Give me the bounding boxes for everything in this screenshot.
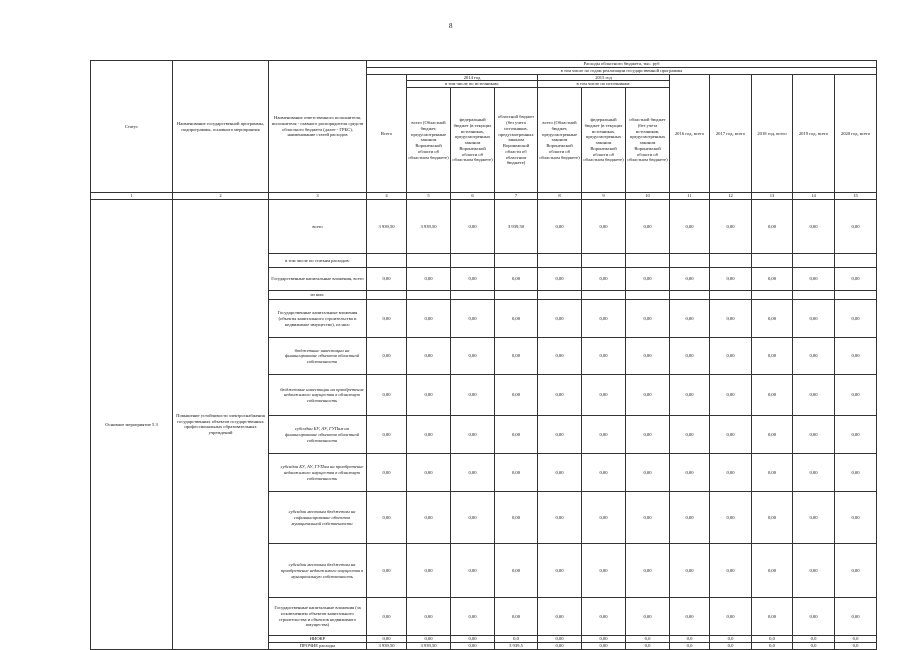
row-label: из них: (269, 291, 367, 300)
value-cell: 0,0 (670, 642, 710, 649)
row-label: в том числе по статьям расходов: (269, 254, 367, 268)
row-label: субсидии БУ, АУ, ГУПам на приобретение недвижимого имущества в областную собственность (269, 454, 367, 492)
value-cell: 0,00 (793, 598, 835, 636)
value-cell: 0,0 (626, 636, 670, 643)
value-cell: 0,00 (752, 300, 793, 338)
budget-table (90, 60, 877, 650)
value-cell: 0,00 (407, 268, 451, 291)
value-cell: 0,00 (710, 454, 752, 492)
value-cell (451, 254, 495, 268)
value-cell: 0,00 (752, 598, 793, 636)
value-cell: 0,00 (626, 338, 670, 375)
header-total: Всего (367, 74, 407, 192)
value-cell: 0,00 (626, 200, 670, 254)
value-cell: 0,00 (407, 598, 451, 636)
value-cell (407, 254, 451, 268)
column-number: 7 (495, 193, 538, 200)
value-cell: 0,00 (835, 598, 877, 636)
column-number: 8 (538, 193, 582, 200)
header-obl-2014: областной бюджет (без учета источников, предусмотренных законом Воронежской области об областном бюджете) (495, 88, 538, 193)
header-sources-2014: в том числе по источникам: (407, 81, 538, 88)
value-cell: 0,00 (495, 338, 538, 375)
value-cell: 0,00 (835, 492, 877, 544)
header-2016: 2016 год, всего (670, 74, 710, 192)
value-cell: 0,00 (710, 300, 752, 338)
value-cell: 0,00 (451, 598, 495, 636)
column-number: 9 (582, 193, 626, 200)
value-cell (710, 291, 752, 300)
value-cell: 0,00 (367, 416, 407, 454)
value-cell (367, 291, 407, 300)
value-cell: 0,0 (835, 636, 877, 643)
value-cell: 0,00 (626, 416, 670, 454)
row-label: Государственные капитальные вложения (за исключением объектов капитального строительства и объектов недвижимого имущества) (269, 598, 367, 636)
value-cell: 0,00 (582, 268, 626, 291)
value-cell: 0,00 (367, 300, 407, 338)
value-cell: 0,0 (670, 636, 710, 643)
value-cell: 0,00 (538, 492, 582, 544)
value-cell: 0,00 (582, 544, 626, 598)
value-cell (670, 291, 710, 300)
value-cell (367, 254, 407, 268)
value-cell: 0,00 (538, 642, 582, 649)
value-cell: 0,00 (752, 200, 793, 254)
value-cell: 0,00 (538, 338, 582, 375)
value-cell: 0,00 (793, 338, 835, 375)
value-cell: 0,00 (793, 544, 835, 598)
value-cell: 0,00 (407, 544, 451, 598)
value-cell: 0,00 (835, 375, 877, 416)
value-cell: 0,00 (626, 268, 670, 291)
value-cell: 0,00 (582, 642, 626, 649)
header-total-2015: всего (Областной бюджет, предусмотренные законом Воронежской области об областном бюджете) (538, 88, 582, 193)
value-cell: 0,00 (538, 300, 582, 338)
value-cell: 0,00 (367, 598, 407, 636)
value-cell: 0,00 (407, 454, 451, 492)
value-cell (793, 254, 835, 268)
column-number: 1 (91, 193, 173, 200)
value-cell: 0,00 (752, 268, 793, 291)
column-number: 13 (752, 193, 793, 200)
value-cell: 0,0 (626, 642, 670, 649)
value-cell: 0,00 (626, 492, 670, 544)
column-number: 10 (626, 193, 670, 200)
value-cell: 0,00 (670, 300, 710, 338)
column-number-row (91, 193, 877, 200)
value-cell: 0,00 (835, 544, 877, 598)
value-cell: 0,00 (495, 300, 538, 338)
value-cell: 0,00 (495, 416, 538, 454)
header-status: Статус (91, 61, 173, 193)
value-cell: 0,00 (451, 300, 495, 338)
value-cell: 0,00 (582, 636, 626, 643)
value-cell: 0,00 (538, 598, 582, 636)
value-cell: 0,00 (407, 300, 451, 338)
column-number: 3 (269, 193, 367, 200)
value-cell: 0,00 (495, 454, 538, 492)
value-cell: 0,00 (793, 416, 835, 454)
row-label: субсидии местным бюджетам на софинансирование объектов муниципальной собственности (269, 492, 367, 544)
value-cell: 0,00 (626, 598, 670, 636)
value-cell: 0,00 (582, 454, 626, 492)
value-cell: 0,00 (752, 338, 793, 375)
value-cell: 3 939,50 (495, 200, 538, 254)
value-cell (582, 254, 626, 268)
value-cell: 0,0 (793, 636, 835, 643)
value-cell: 0,00 (710, 200, 752, 254)
value-cell: 0,00 (670, 338, 710, 375)
value-cell: 0,00 (710, 375, 752, 416)
value-cell: 0,00 (538, 636, 582, 643)
header-year-2015: 2015 год (538, 74, 670, 81)
value-cell: 0,00 (710, 492, 752, 544)
value-cell: 3 939,50 (367, 642, 407, 649)
header-obl-2015: областной бюджет (без учета источников, предусмотренных законом Воронежской области об областном бюджете) (626, 88, 670, 193)
value-cell (752, 254, 793, 268)
value-cell: 0,0 (495, 636, 538, 643)
header-fed-2015: федеральный бюджет (в текущих источниках, предусмотренных законом Воронежской области об областном бюджете) (582, 88, 626, 193)
value-cell: 0,00 (538, 200, 582, 254)
value-cell: 0,00 (670, 544, 710, 598)
value-cell: 0,00 (626, 375, 670, 416)
value-cell: 0,00 (407, 416, 451, 454)
value-cell: 0,00 (626, 544, 670, 598)
row-label: субсидии местным бюджетам на приобретение недвижимого имущества в муниципальную собственность (269, 544, 367, 598)
value-cell: 0,00 (710, 416, 752, 454)
value-cell: 0,00 (835, 338, 877, 375)
header-expenses-sub: в том числе по годам реализации государственной программы (367, 68, 877, 75)
value-cell: 3 939,50 (407, 200, 451, 254)
value-cell: 0,00 (407, 338, 451, 375)
column-number: 11 (670, 193, 710, 200)
row-label: Государственные капитальные вложения (объекты капитального строительства и недвижимое имущество), из них: (269, 300, 367, 338)
value-cell (582, 291, 626, 300)
value-cell: 0,00 (495, 544, 538, 598)
value-cell: 0,00 (670, 598, 710, 636)
value-cell: 0,00 (793, 200, 835, 254)
value-cell: 0,00 (451, 416, 495, 454)
value-cell: 0,00 (451, 636, 495, 643)
value-cell: 0,00 (451, 544, 495, 598)
value-cell: 0,00 (793, 454, 835, 492)
value-cell: 0,00 (538, 454, 582, 492)
value-cell: 0,0 (835, 642, 877, 649)
value-cell (495, 291, 538, 300)
value-cell (710, 254, 752, 268)
program-cell: Повышение устойчивости электроснабжения государственных объектов государственных профессиональных образовательных учреждений (173, 200, 269, 649)
value-cell: 0,00 (451, 338, 495, 375)
value-cell: 0,00 (538, 375, 582, 416)
column-number: 4 (367, 193, 407, 200)
header-year-2014: 2014 год (407, 74, 538, 81)
value-cell: 0,00 (752, 544, 793, 598)
header-2019: 2019 год, всего (793, 74, 835, 192)
value-cell: 0,00 (407, 636, 451, 643)
value-cell: 0,00 (710, 268, 752, 291)
header-expenses-title: Расходы областного бюджета, тыс. руб (367, 61, 877, 68)
value-cell: 0,00 (626, 454, 670, 492)
value-cell (835, 254, 877, 268)
row-label: ПРОЧИЕ расходы (269, 642, 367, 649)
value-cell: 0,00 (495, 375, 538, 416)
value-cell: 0,00 (451, 492, 495, 544)
value-cell: 0,00 (793, 375, 835, 416)
value-cell (538, 254, 582, 268)
value-cell: 0,00 (538, 544, 582, 598)
value-cell: 3 939,5 (495, 642, 538, 649)
value-cell: 0,00 (367, 454, 407, 492)
value-cell: 0,00 (367, 268, 407, 291)
value-cell (835, 291, 877, 300)
value-cell: 0,00 (710, 338, 752, 375)
value-cell (670, 254, 710, 268)
value-cell: 0,0 (710, 642, 752, 649)
column-number: 6 (451, 193, 495, 200)
value-cell: 0,00 (670, 416, 710, 454)
value-cell (495, 254, 538, 268)
column-number: 14 (793, 193, 835, 200)
row-label: бюджетные инвестиции на приобретение недвижимого имущества в областную собственность (269, 375, 367, 416)
value-cell: 0,00 (710, 544, 752, 598)
header-fed-2014: федеральный бюджет (в текущих источниках, предусмотренных законом Воронежской области об областном бюджете) (451, 88, 495, 193)
row-label: Государственные капитальные вложения, всего (269, 268, 367, 291)
column-number: 2 (173, 193, 269, 200)
value-cell: 0,00 (582, 492, 626, 544)
page-number: 8 (449, 22, 453, 30)
value-cell: 0,00 (670, 492, 710, 544)
header-2017: 2017 год, всего (710, 74, 752, 192)
value-cell: 0,00 (582, 598, 626, 636)
header-2018: 2018 год, всего (752, 74, 793, 192)
value-cell: 0,00 (451, 268, 495, 291)
value-cell (752, 291, 793, 300)
value-cell: 0,00 (752, 416, 793, 454)
value-cell: 0,00 (582, 300, 626, 338)
value-cell: 0,00 (367, 636, 407, 643)
header-responsible: Наименование ответственного исполнителя, исполнителя - главного распорядителя средств областного бюджета (далее - ГРБС), наименование статей расходов (269, 61, 367, 193)
value-cell: 0,0 (710, 636, 752, 643)
value-cell: 0,00 (670, 375, 710, 416)
value-cell: 0,00 (752, 375, 793, 416)
value-cell: 0,00 (407, 375, 451, 416)
value-cell: 0,00 (495, 492, 538, 544)
value-cell: 0,00 (793, 300, 835, 338)
value-cell: 0,00 (451, 200, 495, 254)
value-cell: 0,0 (752, 636, 793, 643)
value-cell: 0,0 (793, 642, 835, 649)
row-label: субсидии БУ, АУ, ГУПам на финансирование объектов областной собственности (269, 416, 367, 454)
value-cell (538, 291, 582, 300)
value-cell: 0,00 (710, 598, 752, 636)
header-program: Наименование государственной программы, подпрограммы, основного мероприятия (173, 61, 269, 193)
value-cell: 0,0 (752, 642, 793, 649)
value-cell: 0,00 (495, 598, 538, 636)
value-cell: 0,00 (495, 268, 538, 291)
column-number: 12 (710, 193, 752, 200)
value-cell: 3 939,50 (407, 642, 451, 649)
value-cell (626, 254, 670, 268)
value-cell: 0,00 (752, 454, 793, 492)
value-cell: 0,00 (626, 300, 670, 338)
value-cell: 0,00 (367, 375, 407, 416)
value-cell: 0,00 (451, 642, 495, 649)
header-sources-2015: в том числе по источникам: (538, 81, 670, 88)
value-cell: 0,00 (793, 492, 835, 544)
value-cell: 0,00 (367, 544, 407, 598)
value-cell: 0,00 (670, 200, 710, 254)
value-cell: 0,00 (670, 454, 710, 492)
value-cell (626, 291, 670, 300)
value-cell: 0,00 (582, 200, 626, 254)
value-cell: 0,00 (582, 338, 626, 375)
value-cell: 0,00 (835, 416, 877, 454)
value-cell: 0,00 (582, 416, 626, 454)
value-cell: 0,00 (367, 338, 407, 375)
row-label: всего (269, 200, 367, 254)
value-cell: 0,00 (407, 492, 451, 544)
status-cell: Основное мероприятие 5.3 (91, 200, 173, 649)
row-label: НИОКР (269, 636, 367, 643)
column-number: 5 (407, 193, 451, 200)
value-cell: 0,00 (835, 200, 877, 254)
value-cell: 0,00 (835, 300, 877, 338)
value-cell: 0,00 (367, 492, 407, 544)
value-cell: 0,00 (835, 454, 877, 492)
column-number: 15 (835, 193, 877, 200)
header-2020: 2020 год, всего (835, 74, 877, 192)
value-cell: 0,00 (752, 492, 793, 544)
row-label: бюджетные инвестиции на финансирование объектов областной собственности (269, 338, 367, 375)
value-cell (451, 291, 495, 300)
value-cell: 0,00 (451, 375, 495, 416)
value-cell: 3 939,50 (367, 200, 407, 254)
value-cell: 0,00 (538, 268, 582, 291)
value-cell: 0,00 (670, 268, 710, 291)
value-cell: 0,00 (538, 416, 582, 454)
header-total-2014: всего (Областной бюджет, предусмотренные законом Воронежской области об областном бюджете) (407, 88, 451, 193)
value-cell: 0,00 (451, 454, 495, 492)
value-cell (793, 291, 835, 300)
value-cell: 0,00 (793, 268, 835, 291)
value-cell: 0,00 (582, 375, 626, 416)
value-cell: 0,00 (835, 268, 877, 291)
value-cell (407, 291, 451, 300)
